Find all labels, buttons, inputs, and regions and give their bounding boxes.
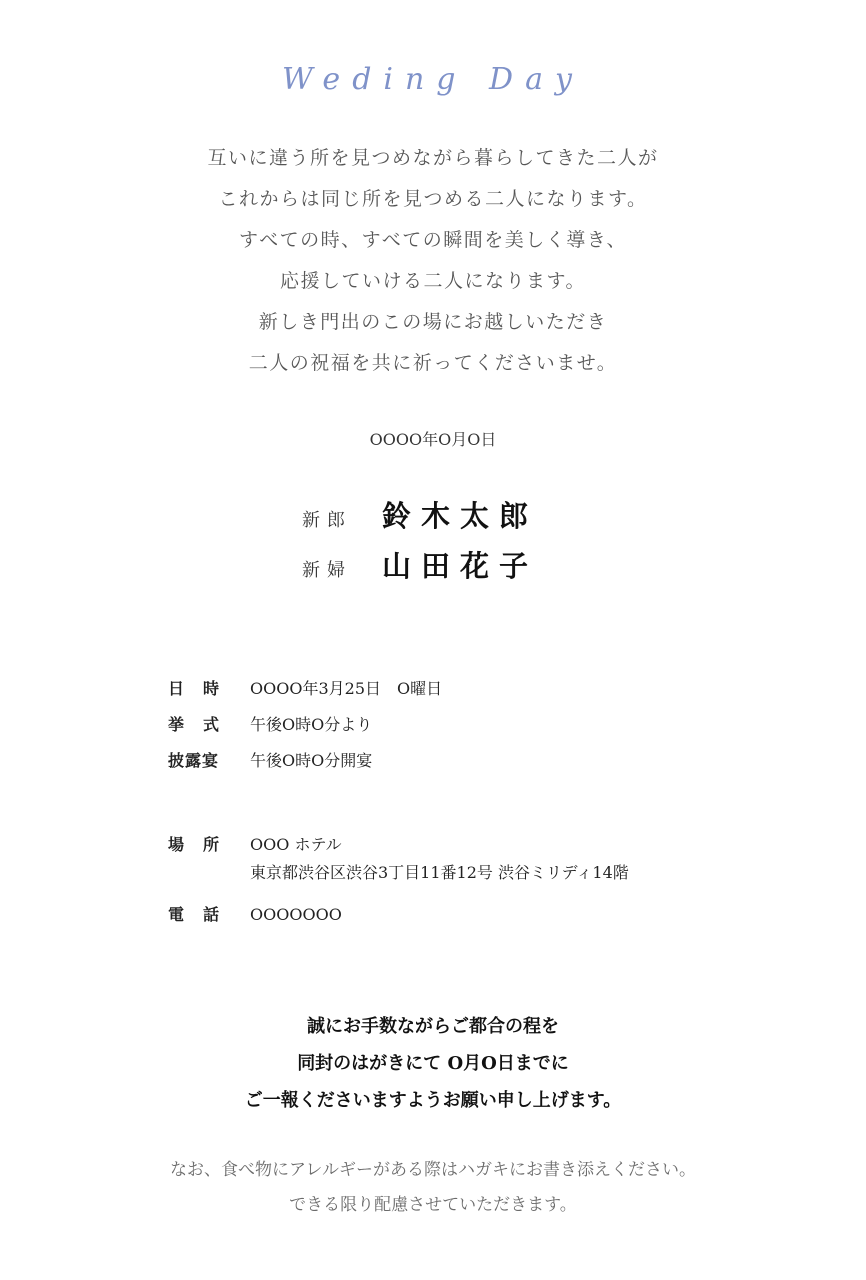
ceremony-label: 挙式 — [168, 715, 239, 734]
couple-names — [302, 494, 538, 594]
message-line: 互いに違う所を見つめながら暮らしてきた二人が — [207, 147, 659, 169]
phone-value: OOOOOOO — [250, 905, 342, 924]
groom-name: 鈴木太郎 — [382, 499, 539, 533]
phone-row — [168, 901, 629, 937]
bride-row — [302, 544, 538, 594]
wedding-date: OOOO年O月O日 — [369, 430, 497, 449]
message-line: 新しき門出のこの場にお越しいただき — [258, 311, 608, 333]
venue-label: 場所 — [168, 835, 239, 854]
rsvp-line: 同封のはがきにて O月O日までに — [297, 1053, 569, 1074]
venue-row — [168, 831, 629, 901]
message-line: すべての時、すべての瞬間を美しく導き、 — [239, 229, 627, 251]
reception-value: 午後O時O分開宴 — [250, 751, 373, 770]
venue-name: OOO ホテル — [250, 835, 342, 854]
rsvp-request — [0, 1008, 866, 1119]
datetime-label: 日時 — [168, 679, 239, 698]
phone-label: 電話 — [168, 905, 239, 924]
groom-role: 新郎 — [302, 510, 352, 531]
event-details — [168, 675, 629, 937]
allergy-note — [0, 1153, 866, 1223]
venue-address: 東京都渋谷区渋谷3丁目11番12号 渋谷ミリディ14階 — [250, 863, 629, 882]
bride-name: 山田花子 — [382, 549, 539, 583]
venue-info — [250, 831, 629, 887]
ceremony-row — [168, 711, 629, 747]
datetime-value: OOOO年3月25日 O曜日 — [250, 679, 443, 698]
bride-role: 新婦 — [302, 560, 352, 581]
rsvp-line: ご一報くださいますようお願い申し上げます。 — [244, 1090, 622, 1111]
groom-row — [302, 494, 538, 544]
reception-row — [168, 747, 629, 831]
message-line: 応援していける二人になります。 — [280, 270, 586, 292]
invitation-message — [0, 138, 866, 384]
ceremony-value: 午後O時O分より — [250, 715, 373, 734]
note-line: なお、食べ物にアレルギーがある際はハガキにお書き添えください。 — [170, 1160, 696, 1180]
message-line: これからは同じ所を見つめる二人になります。 — [218, 188, 648, 210]
message-line: 二人の祝福を共に祈ってくださいませ。 — [248, 352, 618, 374]
note-line: できる限り配慮させていただきます。 — [289, 1195, 577, 1215]
datetime-row — [168, 675, 629, 711]
rsvp-line: 誠にお手数ながらご都合の程を — [307, 1016, 559, 1037]
invitation-title: Weding Day — [282, 62, 584, 97]
reception-label: 披露宴 — [168, 751, 220, 770]
